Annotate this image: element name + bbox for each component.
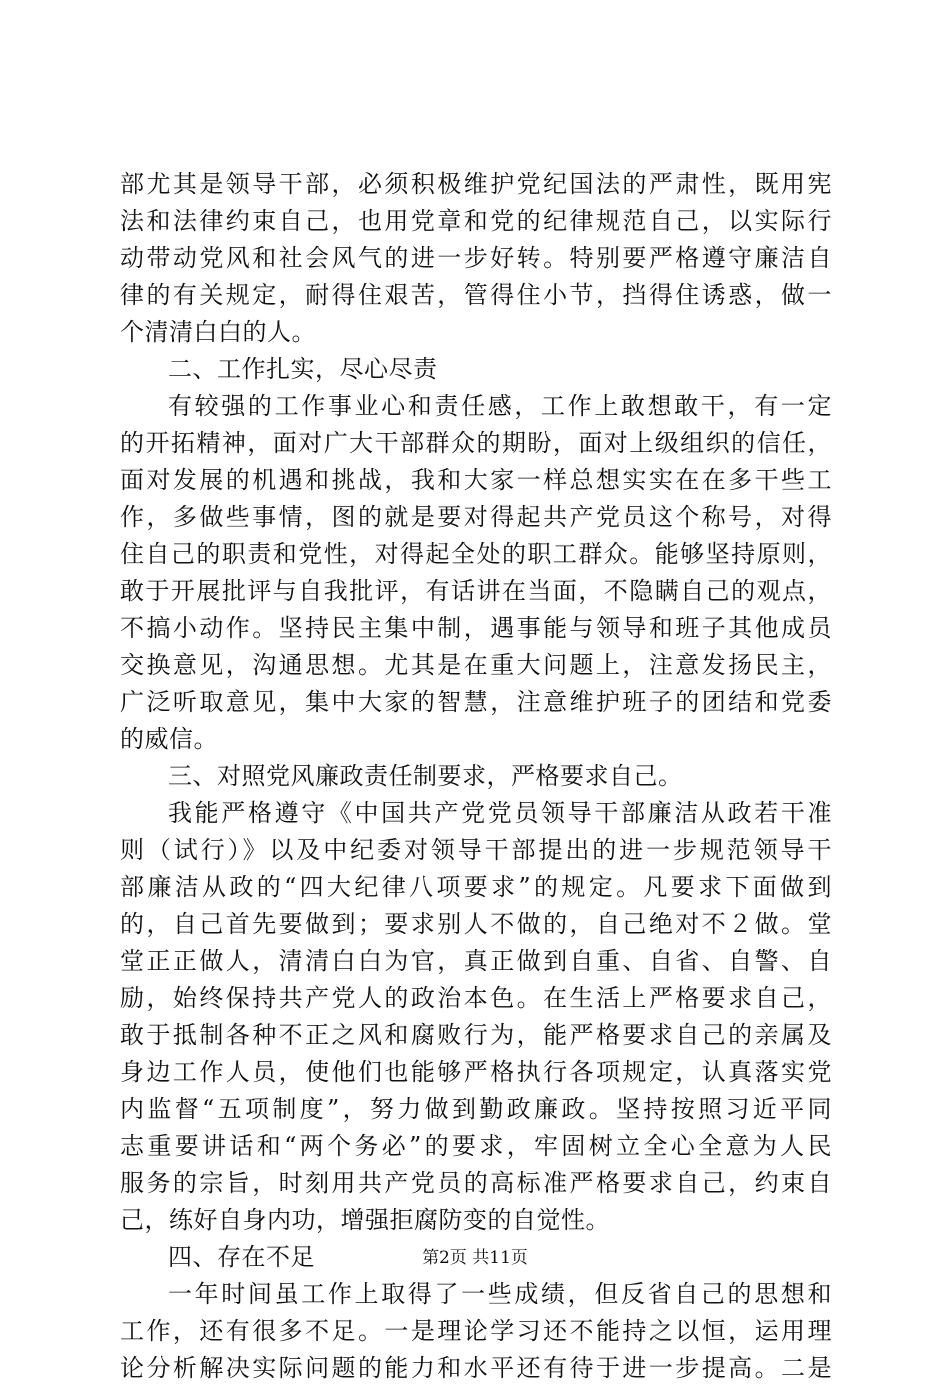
paragraph-line: 工作，还有很多不足。一是理论学习还不能持之以恒，运用理 [120, 1317, 832, 1345]
paragraph-line: 交换意见，沟通思想。尤其是在重大问题上，注意发扬民主， [120, 651, 832, 679]
paragraph-line: 论分析解决实际问题的能力和水平还有待于进一步提高。二是 [120, 1354, 832, 1382]
paragraph-line: 面对发展的机遇和挑战，我和大家一样总想实实在在多干些工 [120, 466, 832, 494]
document-body [120, 166, 832, 1387]
paragraph-line: 部廉洁从政的“四大纪律八项要求”的规定。凡要求下面做到 [120, 873, 832, 901]
paragraph-line: 法和法律约束自己，也用党章和党的纪律规范自己，以实际行 [120, 207, 832, 235]
paragraph-line: 有较强的工作事业心和责任感，工作上敢想敢干，有一定 [168, 392, 832, 420]
paragraph-line: 堂正正做人，清清白白为官，真正做到自重、自省、自警、自 [120, 947, 832, 975]
paragraph-line: 内监督“五项制度”，努力做到勤政廉政。坚持按照习近平同 [120, 1095, 832, 1123]
section-heading: 二、工作扎实，尽心尽责 [168, 355, 438, 383]
paragraph-line: 的开拓精神，面对广大干部群众的期盼，面对上级组织的信任， [120, 429, 832, 457]
paragraph-line: 我能严格遵守《中国共产党党员领导干部廉洁从政若干准 [168, 799, 832, 827]
page-footer: 第2页 共11页 [422, 1248, 528, 1268]
paragraph-line: 作，多做些事情，图的就是要对得起共产党员这个称号，对得 [120, 503, 832, 531]
paragraph-line: 律的有关规定，耐得住艰苦，管得住小节，挡得住诱惑，做一 [120, 281, 832, 309]
paragraph-line: 身边工作人员，使他们也能够严格执行各项规定，认真落实党 [120, 1058, 832, 1086]
paragraph-line: 励，始终保持共产党人的政治本色。在生活上严格要求自己， [120, 984, 832, 1012]
paragraph-line: 敢于开展批评与自我批评，有话讲在当面，不隐瞒自己的观点， [120, 577, 832, 605]
paragraph-line: 一年时间虽工作上取得了一些成绩，但反省自己的思想和 [168, 1280, 832, 1308]
paragraph-line: 的威信。 [120, 725, 218, 753]
paragraph-line: 敢于抵制各种不正之风和腐败行为，能严格要求自己的亲属及 [120, 1021, 832, 1049]
paragraph-line: 不搞小动作。坚持民主集中制，遇事能与领导和班子其他成员 [120, 614, 832, 642]
paragraph-line: 己，练好自身内功，增强拒腐防变的自觉性。 [120, 1206, 610, 1234]
paragraph-line: 则（试行）》以及中纪委对领导干部提出的进一步规范领导干 [120, 836, 832, 864]
paragraph-line: 动带动党风和社会风气的进一步好转。特别要严格遵守廉洁自 [120, 244, 832, 272]
section-heading: 四、存在不足 [168, 1243, 315, 1271]
paragraph-line: 志重要讲话和“两个务必”的要求，牢固树立全心全意为人民 [120, 1132, 832, 1160]
paragraph-line: 的，自己首先要做到；要求别人不做的，自己绝对不２做。堂 [120, 910, 832, 938]
paragraph-line: 广泛听取意见，集中大家的智慧，注意维护班子的团结和党委 [120, 688, 832, 716]
paragraph-line: 个清清白白的人。 [120, 318, 316, 346]
paragraph-line: 服务的宗旨，时刻用共产党员的高标准严格要求自己，约束自 [120, 1169, 832, 1197]
paragraph-line: 部尤其是领导干部，必须积极维护党纪国法的严肃性，既用宪 [120, 170, 832, 198]
paragraph-line: 住自己的职责和党性，对得起全处的职工群众。能够坚持原则， [120, 540, 832, 568]
section-heading: 三、对照党风廉政责任制要求，严格要求自己。 [168, 762, 683, 790]
